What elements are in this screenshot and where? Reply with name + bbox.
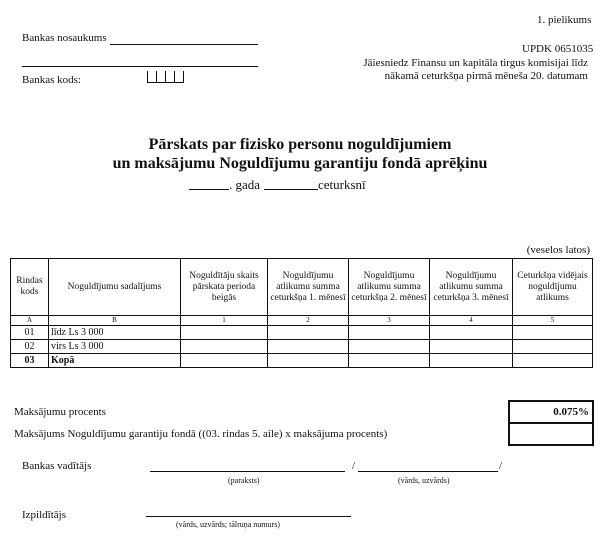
signature-caption: (paraksts) xyxy=(228,476,260,485)
executor-field[interactable] xyxy=(146,516,351,517)
manager-name-field[interactable] xyxy=(358,471,498,472)
payment-formula-label: Maksājums Noguldījumu garantiju fondā ((03. rindas 5. aile) x maksājuma procents) xyxy=(14,428,388,440)
cell-depositor-count[interactable] xyxy=(181,340,268,354)
table-row-total xyxy=(11,354,593,368)
cell-month1[interactable] xyxy=(268,326,349,340)
header-distribution: Noguldījumu sadalījums xyxy=(49,259,181,316)
table-row xyxy=(11,326,593,340)
cell-month1[interactable] xyxy=(268,354,349,368)
cell-average[interactable] xyxy=(513,340,593,354)
quarter-field[interactable] xyxy=(264,189,318,190)
cell-month3[interactable] xyxy=(430,354,513,368)
slash-left: / xyxy=(352,460,356,472)
cell-depositor-count[interactable] xyxy=(181,354,268,368)
cell-month3[interactable] xyxy=(430,340,513,354)
cell-average[interactable] xyxy=(513,326,593,340)
row-code: 01 xyxy=(11,326,49,340)
cell-month2[interactable] xyxy=(349,354,430,368)
payment-percent-box xyxy=(508,400,594,424)
bank-code-label: Bankas kods: xyxy=(22,74,81,86)
column-letter-row xyxy=(11,316,593,326)
header-row-code: Rindas kods xyxy=(11,259,49,316)
column-letter: 5 xyxy=(513,316,593,326)
report-table xyxy=(10,258,593,368)
column-letter: 4 xyxy=(430,316,513,326)
column-letter: A xyxy=(11,316,49,326)
row-code: 03 xyxy=(11,354,49,368)
year-field[interactable] xyxy=(189,189,229,190)
bank-name-label: Bankas nosaukums xyxy=(22,32,107,44)
cell-month2[interactable] xyxy=(349,340,430,354)
table-header-row xyxy=(11,259,593,316)
header-depositor-count: Noguldītāju skaits pārskata perioda beigās xyxy=(181,259,268,316)
annex-label: 1. pielikums xyxy=(537,14,592,26)
column-letter: 2 xyxy=(268,316,349,326)
slash-right: / xyxy=(499,460,503,472)
units-note: (veselos latos) xyxy=(526,244,590,256)
row-label: virs Ls 3 000 xyxy=(49,340,181,354)
year-suffix: . gada xyxy=(229,177,261,192)
report-title-line1: Pārskats par fizisko personu noguldījumiem xyxy=(148,136,452,153)
submission-note-1: Jāiesniedz Finansu un kapitāla tirgus komisijai līdz xyxy=(363,57,588,69)
row-code: 02 xyxy=(11,340,49,354)
executor-caption: (vārds, uzvārds; tālruņa numurs) xyxy=(176,520,280,529)
cell-month2[interactable] xyxy=(349,326,430,340)
column-letter: 3 xyxy=(349,316,430,326)
executor-label: Izpildītājs xyxy=(22,509,66,521)
header-month2: Noguldījumu atlikumu summa ceturkšņa 2. mēnesī xyxy=(349,259,430,316)
report-title-line2: un maksājumu Noguldījumu garantiju fondā aprēķinu xyxy=(112,155,488,172)
cell-month1[interactable] xyxy=(268,340,349,354)
submission-note-2: nākamā ceturkšņa pirmā mēneša 20. datumam xyxy=(384,70,588,82)
column-letter: 1 xyxy=(181,316,268,326)
manager-signature-field[interactable] xyxy=(150,471,345,472)
manager-label: Bankas vadītājs xyxy=(22,460,92,472)
cell-month3[interactable] xyxy=(430,326,513,340)
payment-percent-value: 0.075% xyxy=(553,406,589,418)
cell-average[interactable] xyxy=(513,354,593,368)
header-month3: Noguldījumu atlikumu summa ceturkšņa 3. mēnesī xyxy=(430,259,513,316)
row-label: līdz Ls 3 000 xyxy=(49,326,181,340)
form-code: UPDK 0651035 xyxy=(522,43,594,55)
payment-percent-label: Maksājumu procents xyxy=(14,406,106,418)
column-letter: B xyxy=(49,316,181,326)
name-caption: (vārds, uzvārds) xyxy=(398,476,450,485)
cell-depositor-count[interactable] xyxy=(181,326,268,340)
header-average: Ceturkšņa vidējais noguldījumu atlikums xyxy=(513,259,593,316)
bank-name-field[interactable] xyxy=(110,44,258,45)
table-row xyxy=(11,340,593,354)
quarter-suffix: ceturksnī xyxy=(318,177,366,192)
header-month1: Noguldījumu atlikumu summa ceturkšņa 1. mēnesī xyxy=(268,259,349,316)
row-label: Kopā xyxy=(49,354,181,368)
payment-amount-box[interactable] xyxy=(508,422,594,446)
bank-name-field-line2[interactable] xyxy=(22,66,258,67)
